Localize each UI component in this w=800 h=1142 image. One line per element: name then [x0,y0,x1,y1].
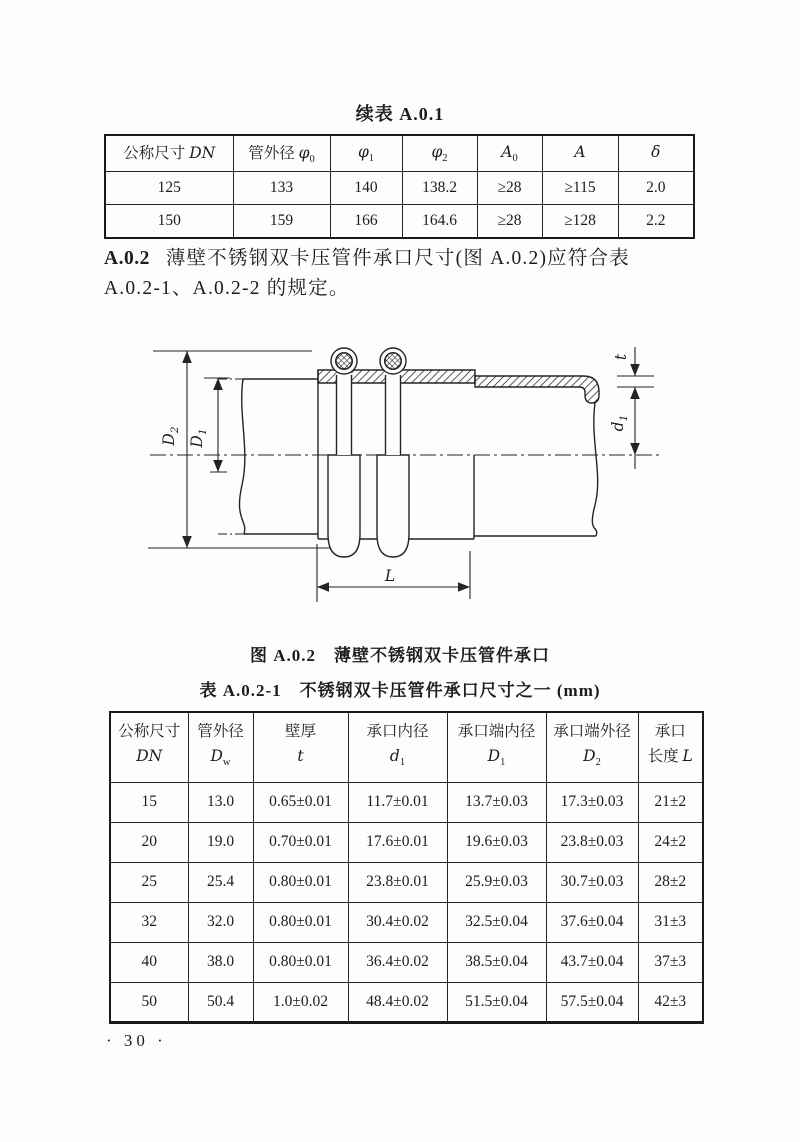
data-cell: 19.6±0.03 [447,822,546,862]
table-row [105,204,694,238]
data-cell: 30.7±0.03 [546,862,638,902]
press-groove [328,455,360,557]
table-header-row [105,135,694,171]
data-cell: 1.0±0.02 [253,982,348,1022]
data-cell: 2.2 [618,204,694,238]
data-cell: 0.65±0.01 [253,782,348,822]
data-cell: 159 [233,204,330,238]
data-cell: 11.7±0.01 [348,782,447,822]
table-row [110,862,703,902]
dim-label-D1: $D_1$ [188,428,209,448]
header-cell: 承口内径 $d_1$ [348,712,447,782]
data-cell: 57.5±0.04 [546,982,638,1022]
data-cell: 0.70±0.01 [253,822,348,862]
header-cell: 公称尺寸 DN [110,712,188,782]
data-cell: 20 [110,822,188,862]
data-cell: 166 [330,204,402,238]
page-number: · 30 · [106,1031,167,1050]
data-cell: 50.4 [188,982,253,1022]
header-cell: 公称尺寸 DN [105,135,233,171]
o-ring-seal [331,348,357,374]
header-cell: δ [618,135,694,171]
data-cell: 23.8±0.01 [348,862,447,902]
header-cell: 承口 长度 L [638,712,703,782]
data-cell: 32.5±0.04 [447,902,546,942]
data-cell: 32.0 [188,902,253,942]
table-header-row [110,712,703,782]
data-cell: 51.5±0.04 [447,982,546,1022]
data-cell: 48.4±0.02 [348,982,447,1022]
data-cell: 31±3 [638,902,703,942]
table-caption: 表 A.0.2-1 不锈钢双卡压管件承口尺寸之一 (mm) [199,681,601,700]
table-row [110,982,703,1022]
dim-label-D2: $D_2$ [160,426,181,446]
dim-label-d1: $d_1$ [609,414,630,432]
table-row [110,822,703,862]
pipe-end-wall-hatched [475,376,599,403]
data-cell: 37.6±0.04 [546,902,638,942]
data-cell: 24±2 [638,822,703,862]
data-cell: 40 [110,942,188,982]
continuation-table [104,134,695,239]
data-cell: 164.6 [402,204,477,238]
data-cell: 138.2 [402,171,477,204]
data-cell: 15 [110,782,188,822]
press-groove [377,455,409,557]
data-cell: 23.8±0.03 [546,822,638,862]
data-cell: 25.4 [188,862,253,902]
header-cell: 承口端内径 $D_1$ [447,712,546,782]
fitting-section-diagram [140,335,670,620]
data-cell: 43.7±0.04 [546,942,638,982]
data-cell: 42±3 [638,982,703,1022]
header-cell: 壁厚 t [253,712,348,782]
data-cell: 13.7±0.03 [447,782,546,822]
data-cell: 36.4±0.02 [348,942,447,982]
socket-dimensions-table [109,711,704,1024]
right-pipe-break-line [592,403,597,536]
header-cell: 承口端外径 $D_2$ [546,712,638,782]
data-cell: 133 [233,171,330,204]
dim-label-t: t [612,353,630,361]
data-cell: 0.80±0.01 [253,942,348,982]
data-cell: 32 [110,902,188,942]
data-cell: ≥128 [542,204,618,238]
data-cell: 28±2 [638,862,703,902]
data-cell: ≥28 [477,204,542,238]
table-row [110,782,703,822]
clause-line-1: A.0.2 薄壁不锈钢双卡压管件承口尺寸(图 A.0.2)应符合表 [104,248,630,269]
data-cell: 50 [110,982,188,1022]
data-cell: 150 [105,204,233,238]
dim-label-L: L [384,567,396,585]
table-row [105,171,694,204]
clause-line-2: A.0.2-1、A.0.2-2 的规定。 [104,278,350,299]
data-cell: ≥28 [477,171,542,204]
clause-number: A.0.2 [104,248,150,269]
data-cell: 30.4±0.02 [348,902,447,942]
left-pipe-outline [218,379,318,534]
clause-paragraph [104,244,710,304]
data-cell: 2.0 [618,171,694,204]
o-ring-seal [380,348,406,374]
data-cell: 13.0 [188,782,253,822]
data-cell: 38.5±0.04 [447,942,546,982]
table-row [110,902,703,942]
header-cell: A [542,135,618,171]
data-cell: 17.3±0.03 [546,782,638,822]
data-cell: 0.80±0.01 [253,862,348,902]
data-cell: ≥115 [542,171,618,204]
data-cell: 140 [330,171,402,204]
data-cell: 25 [110,862,188,902]
data-cell: 17.6±0.01 [348,822,447,862]
header-cell: 管外径 $D_w$ [188,712,253,782]
figure-caption: 图 A.0.2 薄壁不锈钢双卡压管件承口 [249,646,551,665]
header-cell: $\varphi_1$ [330,135,402,171]
data-cell: 37±3 [638,942,703,982]
dimension-t [617,347,654,387]
continuation-table-title: 续表 A.0.1 [355,104,445,124]
groove-stem [386,369,401,455]
header-cell: $A_0$ [477,135,542,171]
header-cell: 管外径 $\varphi_0$ [233,135,330,171]
groove-stem [337,369,352,455]
table-row [110,942,703,982]
dimension-D1 [204,378,230,472]
data-cell: 21±2 [638,782,703,822]
data-cell: 38.0 [188,942,253,982]
data-cell: 0.80±0.01 [253,902,348,942]
data-cell: 125 [105,171,233,204]
data-cell: 19.0 [188,822,253,862]
data-cell: 25.9±0.03 [447,862,546,902]
header-cell: $\varphi_2$ [402,135,477,171]
